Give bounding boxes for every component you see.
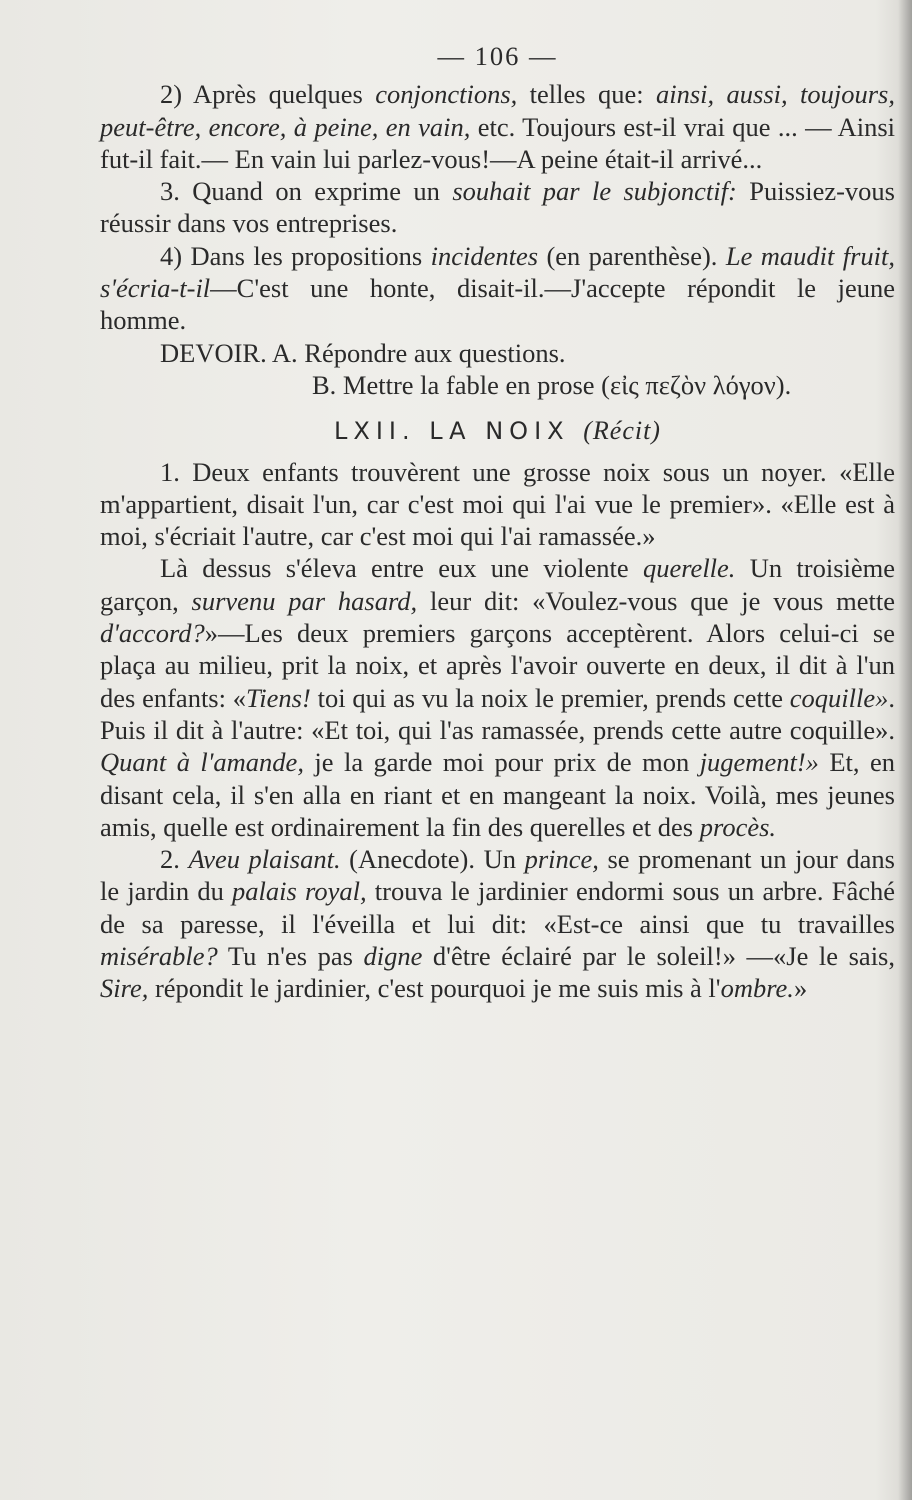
page-number: — 106 — (437, 41, 558, 71)
italic-run: Sire, (100, 973, 149, 1004)
section-title-sub: (Récit) (583, 416, 661, 446)
section-title-main: LXII. LA NOIX (334, 417, 570, 446)
text-run: Tu n'es pas (217, 941, 364, 972)
item-number: 2. (160, 844, 189, 875)
text-run: Dans les propositions (182, 240, 431, 271)
italic-run: ombre. (720, 973, 794, 1004)
text-run: Puissiez-vous réussir dans vos entreprises. (100, 176, 895, 239)
text-run: se promenant un jour dans le jardin du (100, 844, 895, 907)
italic-run: Aveu plaisant. (188, 844, 341, 875)
devoir-a: DEVOIR. A. Répondre aux questions. (160, 337, 566, 368)
text-run: Après quelques (182, 79, 376, 110)
italic-run: Le maudit fruit, s'écria-t-il (100, 240, 896, 304)
text-run: d'être éclairé par le soleil!» —«Je le sais, (422, 941, 895, 972)
italic-run: d'accord? (100, 618, 205, 649)
text-run: . Puis il dit à l'autre: «Et toi, qui l'as ramassée, prends cette autre coquille». (100, 682, 895, 745)
italic-run: misérable? (100, 941, 218, 972)
text-run: etc. Toujours est-il vrai que ... — Ainsi fut-il fait.— En vain lui parlez-vous!—A peine était-il arrivé... (100, 111, 896, 174)
text-run: Et, en disant cela, il s'en alla en riant et en mangeant la noix. Voilà, mes jeunes amis, quelle est ordinairement la fin des querelles et des (100, 747, 895, 842)
italic-run: procès. (699, 811, 777, 842)
text-block (100, 40, 895, 1005)
paragraph-incidentes (100, 240, 895, 337)
text-run: Quand on exprime un (179, 176, 453, 207)
text-run: Là dessus s'éleva entre eux une violente (160, 553, 643, 584)
text-run: toi qui as vu la noix le premier, prends cette (310, 682, 790, 713)
text-run: »—Les deux premiers garçons acceptèrent. Alors celui-ci se plaça au milieu, prit la noix, et après l'avoir ouverte en deux, il dit à l'un des enfants: « (100, 618, 895, 713)
page-edge-shadow (898, 0, 912, 1500)
story-paragraph-1: 1. Deux enfants trouvèrent une grosse noix sous un noyer. «Elle m'appartient, disait l'un, car c'est moi qui l'ai vue le premier». «Elle est à moi, s'écriait l'autre, car c'est moi qui l'ai ramassée.» (100, 456, 895, 552)
italic-run: conjonctions, (375, 79, 518, 110)
item-number: 3. (160, 176, 180, 207)
text-run: (en parenthèse). (538, 240, 726, 271)
story-paragraph-aveu (100, 843, 895, 1004)
text-run: répondit le jardinier, c'est pourquoi je me suis mis à l' (148, 973, 721, 1004)
italic-run: coquille» (789, 682, 889, 713)
italic-run: souhait par le subjonctif: (452, 176, 737, 207)
section-title (100, 415, 895, 447)
text-run: trouva le jardinier endormi sous un arbre. Fâché de sa paresse, il l'éveilla et lui dit: «Est-ce ainsi que tu travailles (100, 876, 895, 939)
text-run: —C'est une honte, disait-il.—J'accepte répondit le jeune homme. (100, 273, 895, 336)
italic-run: jugement!» (699, 747, 819, 778)
text-run: Un troisième garçon, (100, 553, 896, 616)
paragraph-conjonctions (100, 78, 895, 175)
italic-run: ainsi, aussi, toujours, peut-être, encore, à peine, en vain, (100, 79, 895, 142)
italic-run: incidentes (430, 240, 539, 271)
italic-run: palais royal, (232, 876, 367, 907)
item-number: 4) (160, 240, 183, 271)
item-number: 2) (160, 79, 183, 110)
story-paragraph-2 (100, 552, 895, 843)
text-run: je la garde moi pour prix de mon (303, 747, 700, 778)
devoir-b: B. Mettre la fable en prose (εἰς πεζὸν λόγον). (312, 369, 792, 400)
italic-run: Tiens! (246, 682, 311, 713)
text-run: (Anecdote). Un (340, 844, 525, 875)
italic-run: prince, (524, 844, 599, 875)
italic-run: survenu par hasard, (191, 585, 418, 616)
text-run: telles que: (517, 79, 656, 110)
italic-run: digne (363, 941, 423, 972)
italic-run: querelle. (642, 553, 736, 584)
text-run: leur dit: «Voulez-vous que je vous mette (417, 585, 895, 616)
text-run: » (793, 973, 808, 1004)
paragraph-souhait (100, 175, 895, 240)
italic-run: Quant à l'amande, (100, 747, 304, 778)
